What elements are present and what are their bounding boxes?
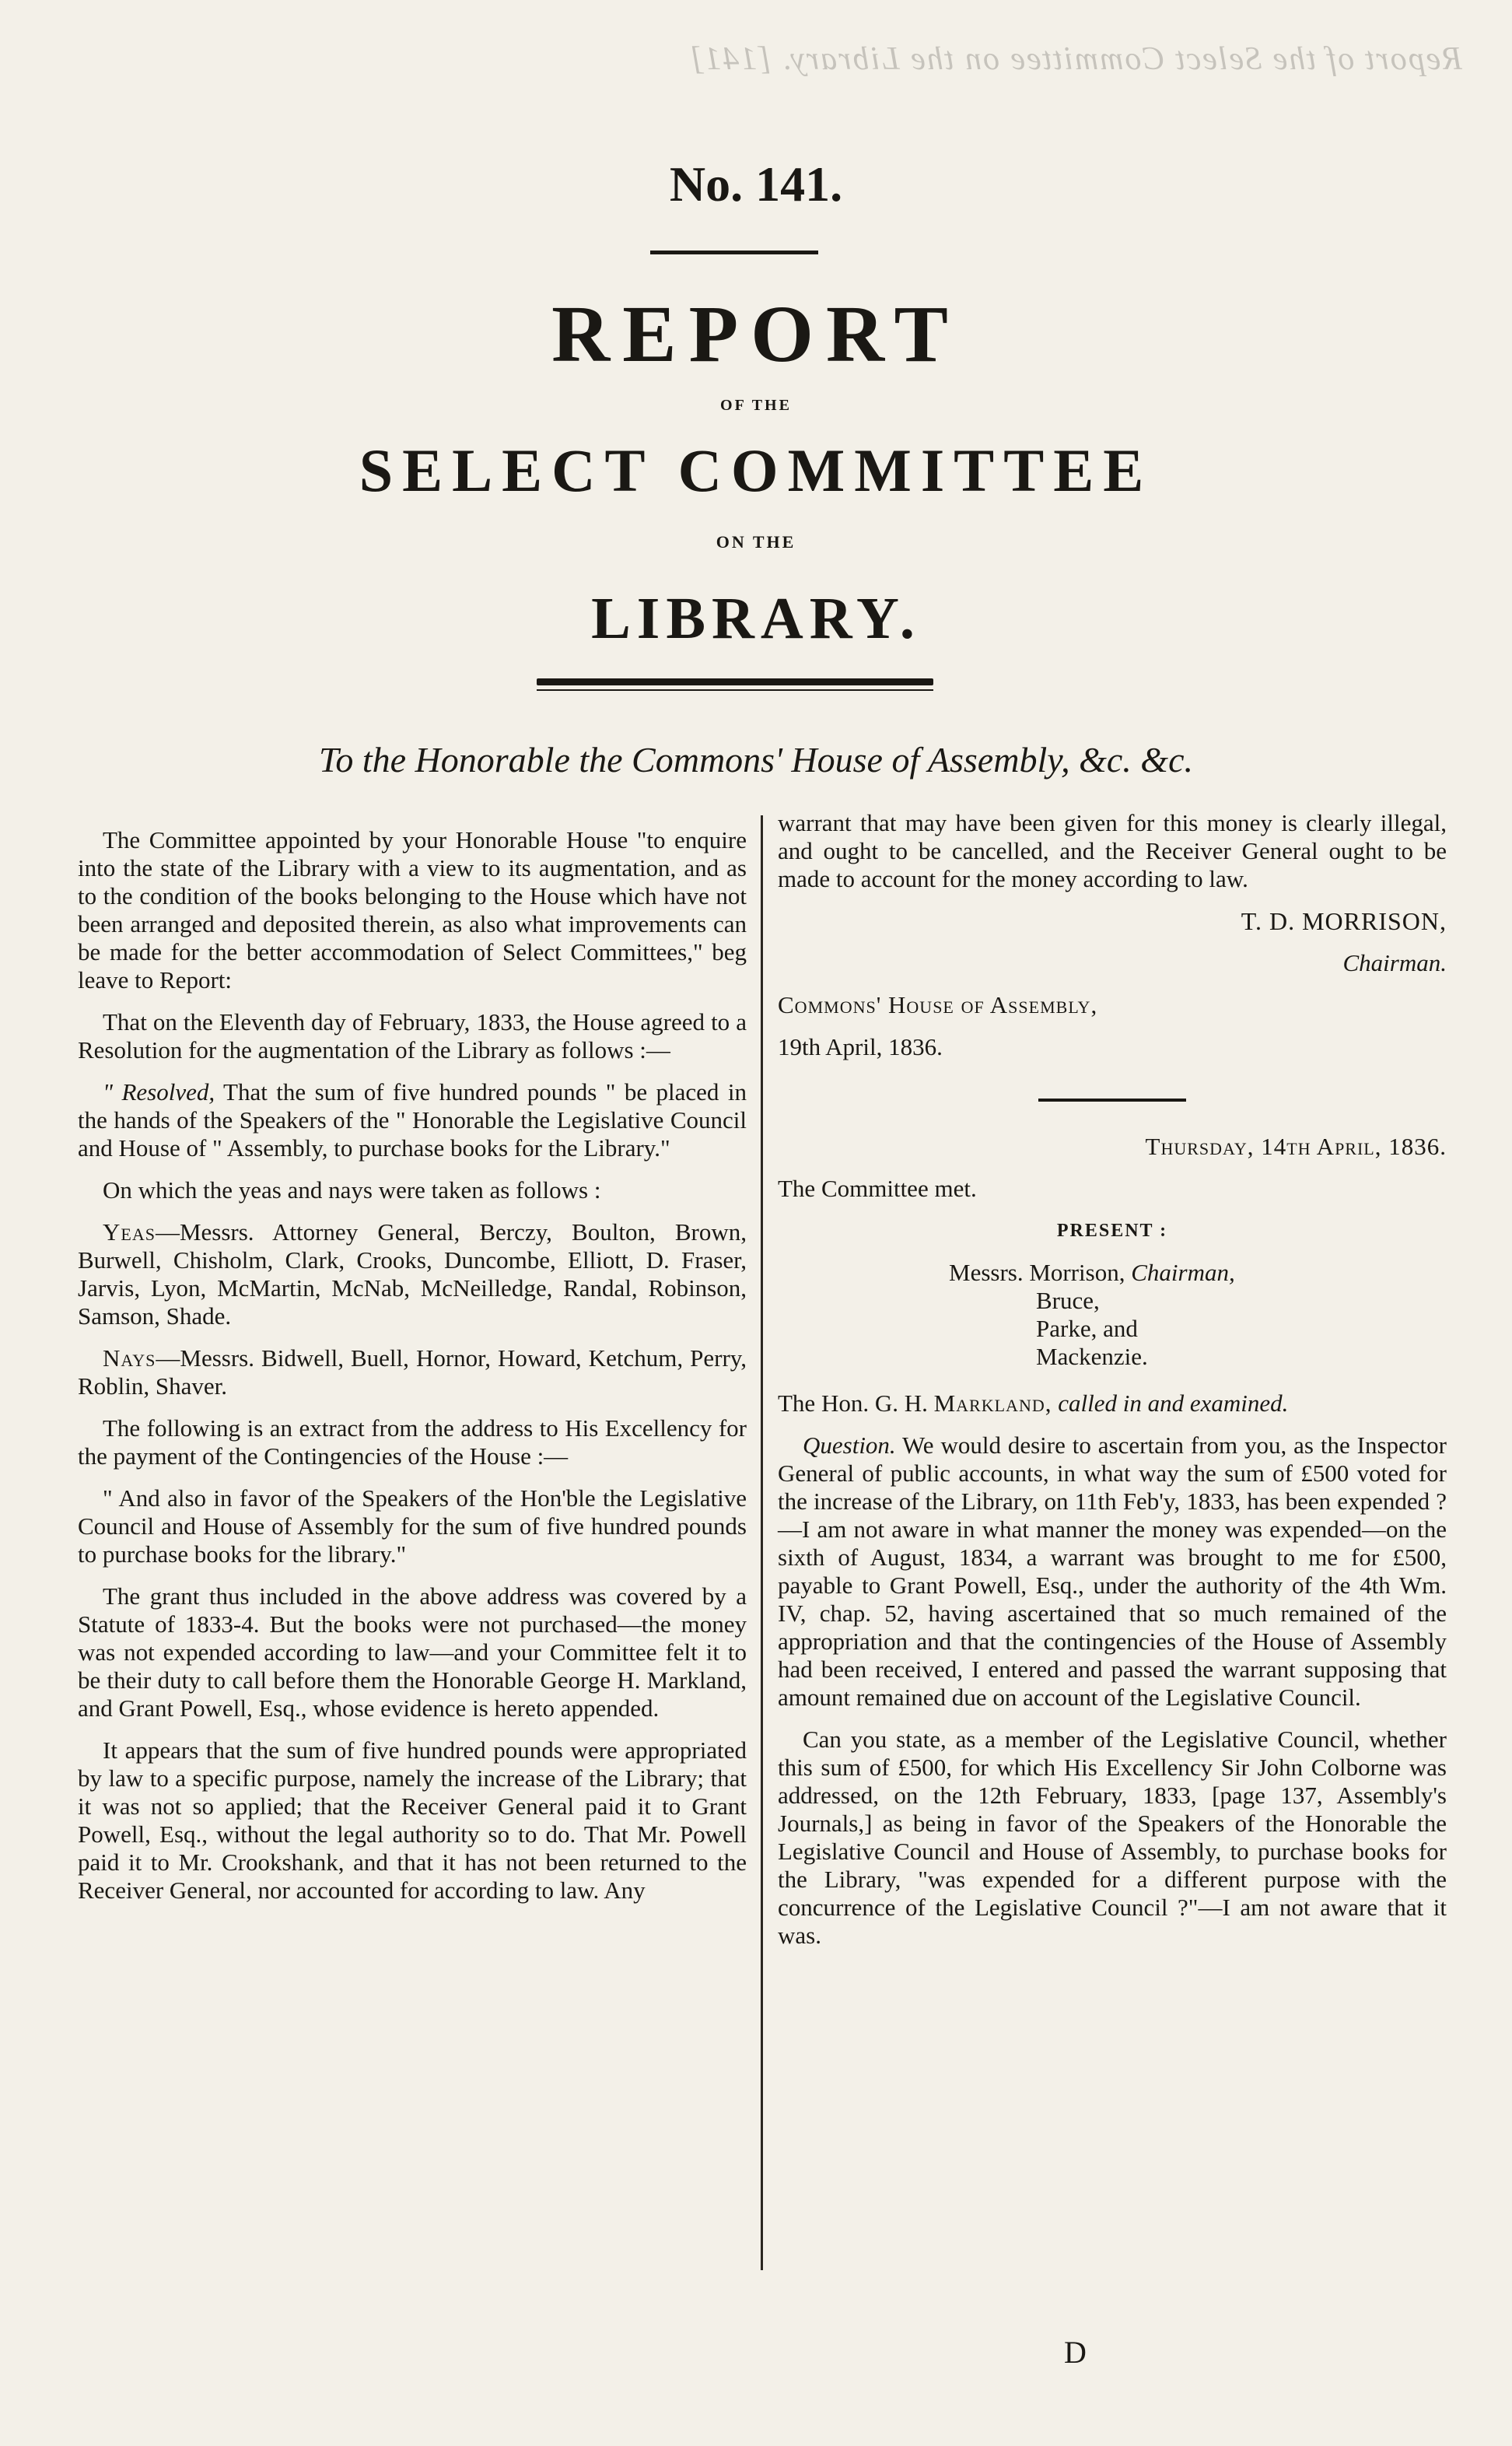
- member-role: Chairman,: [1131, 1259, 1235, 1286]
- right-column: [778, 809, 1447, 1964]
- place-line: Commons' House of Assembly,: [778, 991, 1098, 1018]
- heading-rule-thick: [537, 678, 933, 685]
- witness-tail: called in and examined.: [1058, 1389, 1289, 1417]
- question-text: We would desire to ascertain from you, as the Inspector General of public accounts, in what way the sum of £500 voted for the increase of the Library, on 11th Feb'y, 1833, has been expended ?—I am not aware in what manner the money was expended—on the sixth of August, 1834, a warrant was brought to me for £500, payable to Grant Powell, Esq., under the authority of the 4th Wm. IV, chap. 52, having ascertained that so much remained of the appropriation and that the contingencies of the House of Assembly had been received, I entered and passed the warrant supposing that amount remained due on account of the Legislative Council.: [778, 1432, 1447, 1711]
- report-title: REPORT: [551, 289, 961, 379]
- section-rule: [1038, 1099, 1186, 1102]
- of-the-label: OF THE: [720, 397, 792, 414]
- address-line: To the Honorable the Commons' House of Assembly, &c. &c.: [318, 740, 1193, 780]
- resolved-label: " Resolved,: [103, 1078, 215, 1106]
- yeas-paragraph: [78, 1218, 747, 1330]
- witness-lead: The Hon. G. H.: [778, 1389, 928, 1417]
- question-paragraph: [778, 1432, 1447, 1712]
- member-name: Mackenzie.: [1036, 1343, 1148, 1370]
- meeting-date: Thursday, 14th April, 1836.: [1145, 1133, 1447, 1160]
- yeas-label: Yeas: [103, 1218, 156, 1246]
- subject-title: LIBRARY.: [591, 586, 921, 651]
- paragraph: The grant thus included in the above address was covered by a Statute of 1833-4. But the books were not purchased—the money was not expended according to law—and your Committee felt it to be their duty to call before them the Honorable George H. Markland, and Grant Powell, Esq., whose evidence is hereto appended.: [78, 1582, 747, 1722]
- chairman-title: Chairman.: [1342, 949, 1447, 976]
- chairman-name: T. D. MORRISON,: [1241, 907, 1447, 935]
- yeas-list: —Messrs. Attorney General, Berczy, Boulton, Brown, Burwell, Chisholm, Clark, Crooks, Duncombe, Elliott, D. Fraser, Jarvis, Lyon, McMartin, McNab, McNeilledge, Randal, Robinson, Samson, Shade.: [78, 1218, 747, 1330]
- column-divider: [761, 815, 763, 2270]
- member-name: Morrison,: [1029, 1259, 1125, 1286]
- paragraph: That on the Eleventh day of February, 1833, the House agreed to a Resolution for the augmentation of the Library as follows :—: [78, 1008, 747, 1064]
- members-label: Messrs.: [949, 1259, 1024, 1286]
- nays-label: Nays: [103, 1344, 156, 1372]
- witness-line: [778, 1389, 1447, 1417]
- bleed-through-text: Report of the Select Committee on the Library. [141]: [688, 41, 1462, 77]
- signature-letter: D: [1064, 2335, 1087, 2370]
- members-list: [949, 1259, 1447, 1371]
- paragraph: On which the yeas and nays were taken as follows :: [103, 1176, 601, 1204]
- paragraph: " And also in favor of the Speakers of the Hon'ble the Legislative Council and House of Assembly for the sum of five hundred pounds to purchase books for the library.": [78, 1484, 747, 1568]
- committee-title: SELECT COMMITTEE: [359, 436, 1153, 504]
- paragraph: It appears that the sum of five hundred pounds were appropriated by law to a specific purpose, namely the increase of the Library; that it was not so applied; that the Receiver General paid it to Grant Powell, Esq., without the legal authority so to do. That Mr. Powell paid it to Mr. Crookshank, and that it has not been returned to the Receiver General, nor accounted for according to law. Any: [78, 1736, 747, 1904]
- member-name: Bruce,: [1036, 1287, 1100, 1314]
- date-line: 19th April, 1836.: [778, 1033, 943, 1060]
- document-number: No. 141.: [669, 156, 843, 212]
- member-row: [949, 1259, 1447, 1287]
- paragraph: The Committee appointed by your Honorable House "to enquire into the state of the Library with a view to its augmentation, and as to the condition of the books belonging to the House which have not been arranged and deposited therein, as also what improvements can be made for the better accommodation of Select Committees," beg leave to Report:: [78, 826, 747, 993]
- nays-paragraph: [78, 1344, 747, 1400]
- meeting-line: The Committee met.: [778, 1175, 977, 1202]
- question-paragraph: Can you state, as a member of the Legislative Council, whether this sum of £500, for which His Excellency Sir John Colborne was addressed, on the 12th February, 1833, [page 137, Assembly's Journals,] as being in favor of the Speakers of the Honorable the Legislative Council and House of Assembly, to purchase books for the Library, "was expended for a different purpose with the concurrence of the Legislative Council ?"—I am not aware that it was.: [778, 1726, 1447, 1949]
- left-column: [78, 826, 747, 1919]
- resolution-paragraph: [78, 1078, 747, 1162]
- paragraph: warrant that may have been given for this money is clearly illegal, and ought to be cancelled, and the Receiver General ought to be made to account for the money according to law.: [778, 809, 1447, 892]
- member-name: Parke, and: [1036, 1315, 1138, 1342]
- title-rule: [650, 251, 818, 254]
- question-label: Question.: [803, 1432, 896, 1459]
- nays-list: —Messrs. Bidwell, Buell, Hornor, Howard, Ketchum, Perry, Roblin, Shaver.: [78, 1344, 747, 1400]
- heading-rule-thin: [537, 689, 933, 691]
- witness-name: Markland,: [933, 1389, 1052, 1417]
- resolution-text: That the sum of five hundred pounds " be placed in the hands of the Speakers of the " Honorable the Legislative Council and House of " Assembly, to purchase books for the Library.": [78, 1078, 747, 1162]
- on-the-label: ON THE: [716, 532, 796, 552]
- present-heading: PRESENT :: [1056, 1221, 1168, 1241]
- paragraph: The following is an extract from the address to His Excellency for the payment of the Contingencies of the House :—: [78, 1414, 747, 1470]
